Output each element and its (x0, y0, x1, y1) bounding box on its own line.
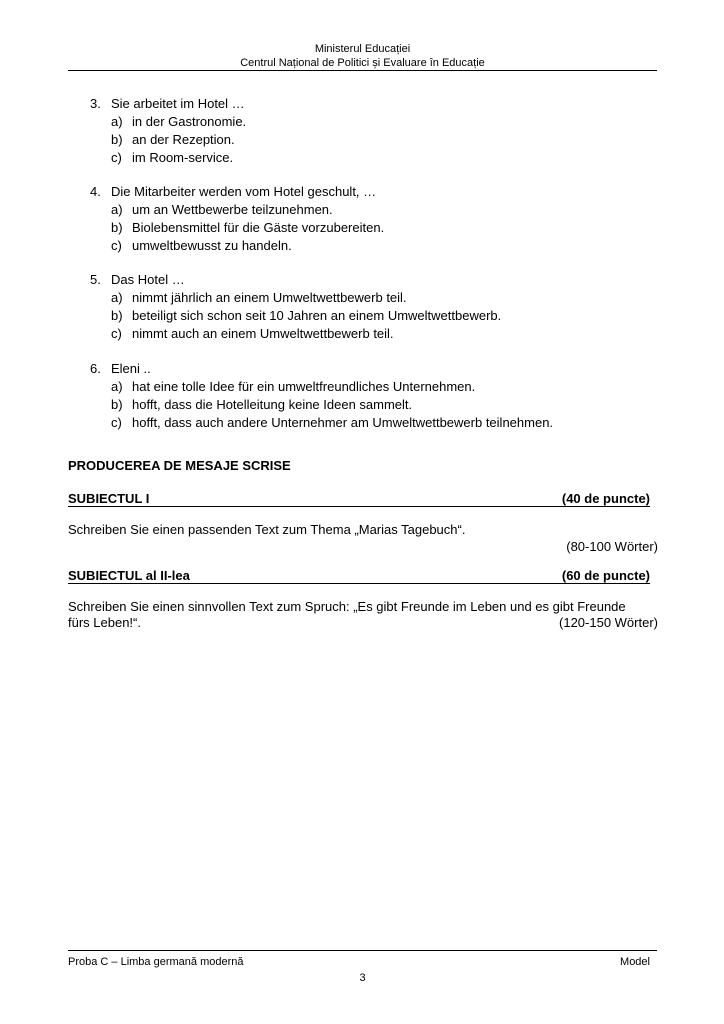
subject-2-prompt-line1: Schreiben Sie einen sinnvollen Text zum Spruch: „Es gibt Freunde im Leben und es gibt Freunde (68, 599, 626, 614)
subject-2-word-count: (120-150 Wörter) (559, 615, 658, 630)
subject-2-heading (68, 567, 650, 585)
header-divider (68, 70, 657, 71)
option-6c: c) hofft, dass auch andere Unternehmer am Umweltwettbewerb teilnehmen. (111, 415, 554, 430)
question-number: 4. (90, 184, 101, 199)
option-4a: a) um an Wettbewerbe teilzunehmen. (111, 202, 333, 217)
subject-1-heading (68, 490, 650, 508)
option-5b: b) beteiligt sich schon seit 10 Jahren an einem Umweltwettbewerb. (111, 308, 502, 323)
option-3c: c) im Room-service. (111, 150, 234, 165)
footer-exam-name: Proba C – Limba germană modernă (68, 956, 244, 968)
footer-divider (68, 950, 657, 951)
question-number: 5. (90, 272, 101, 287)
question-3 (90, 95, 246, 167)
option-4c: c) umweltbewusst zu handeln. (111, 238, 292, 253)
page-footer (68, 955, 650, 969)
header-center: Centrul Național de Politici și Evaluare în Educație (240, 57, 485, 69)
question-stem: Das Hotel … (111, 272, 185, 287)
subject-1-label: SUBIECTUL I (68, 491, 150, 506)
question-number: 3. (90, 96, 101, 111)
option-3a: a) in der Gastronomie. (111, 114, 247, 129)
subject-2-prompt-line2: fürs Leben!“. (68, 615, 141, 630)
question-stem: Sie arbeitet im Hotel … (111, 96, 245, 111)
header-ministry: Ministerul Educației (314, 43, 411, 55)
page-header (68, 42, 657, 70)
question-stem: Die Mitarbeiter werden vom Hotel geschult, … (111, 184, 377, 199)
question-number: 6. (90, 361, 101, 376)
option-6a: a) hat eine tolle Idee für ein umweltfreundliches Unternehmen. (111, 379, 476, 394)
option-5a: a) nimmt jährlich an einem Umweltwettbewerb teil. (111, 290, 407, 305)
subject-1-word-count: (80-100 Wörter) (566, 539, 658, 554)
page-number: 3 (359, 972, 366, 984)
footer-model-label: Model (620, 956, 650, 968)
subject-1-prompt: Schreiben Sie einen passenden Text zum Thema „Marias Tagebuch“. (68, 522, 466, 537)
subject-1-points: (40 de puncte) (561, 491, 650, 506)
question-stem: Eleni .. (111, 361, 151, 376)
subject-2-points: (60 de puncte) (561, 568, 650, 583)
question-5 (90, 271, 501, 343)
section-title: PRODUCEREA DE MESAJE SCRISE (68, 458, 291, 473)
option-6b: b) hofft, dass die Hotelleitung keine Ideen sammelt. (111, 397, 413, 412)
option-3b: b) an der Rezeption. (111, 132, 235, 147)
option-4b: b) Biolebensmittel für die Gäste vorzubereiten. (111, 220, 385, 235)
option-5c: c) nimmt auch an einem Umweltwettbewerb teil. (111, 326, 394, 341)
question-4 (90, 183, 384, 255)
subject-2-label: SUBIECTUL al II-lea (68, 568, 190, 583)
question-6 (90, 360, 553, 432)
